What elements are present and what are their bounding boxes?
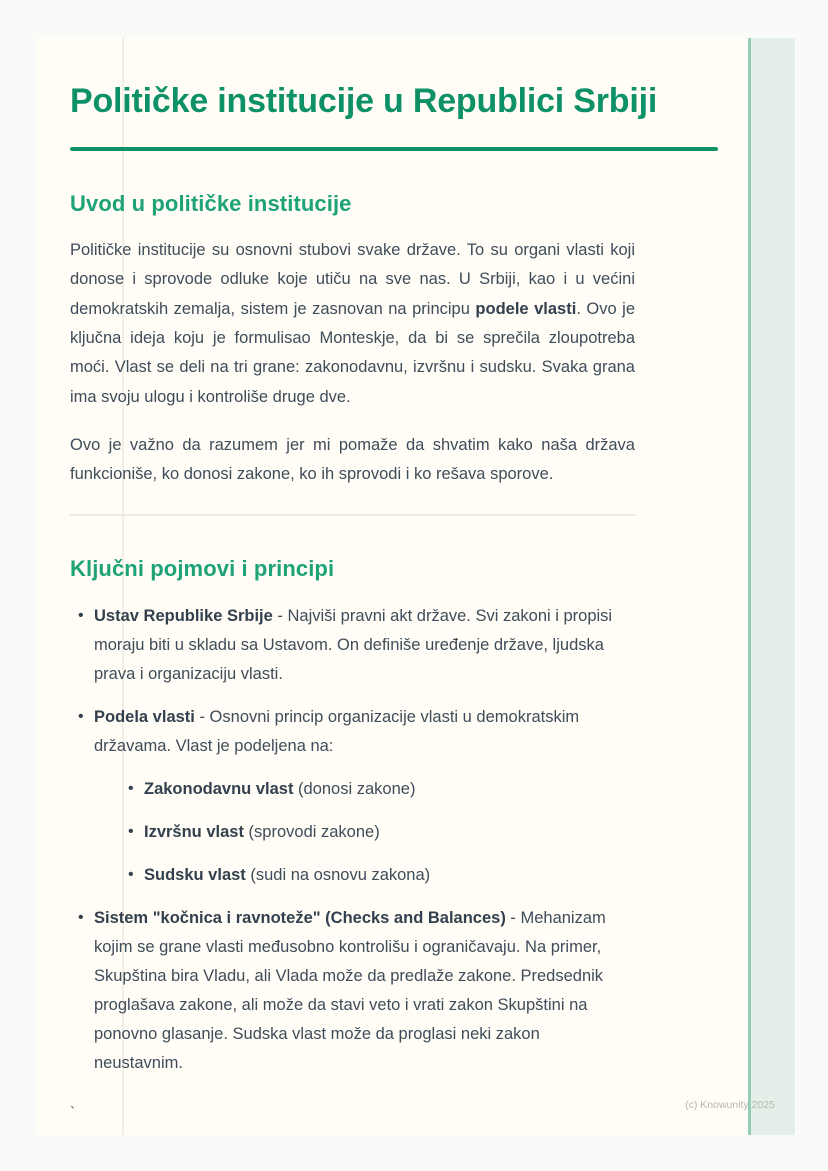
list-item	[120, 861, 622, 890]
bullet-dot-icon: •	[128, 866, 134, 883]
list-item-text: Izvršnu vlast (sprovodi zakone)	[144, 822, 380, 841]
paragraph: Političke institucije su osnovni stubovi svake države. To su organi vlasti koji donose i sprovode odluke koje utiču na sve nas. U Srbiji, kao i u većini demokratskih zemalja, sistem je zasnovan na principu podele vlasti. Ovo je ključna ideja koju je formulisao Monteskje, da bi se sprečila zloupotreba moći. Vlast se deli na tri grane: zakonodavnu, izvršnu i sudsku. Svaka grana ima svoju ulogu i kontroliše druge dve.	[70, 240, 636, 406]
section-heading-key-concepts: Ključni pojmovi i principi	[70, 555, 335, 581]
footer-copyright: (c) Knowunity 2025	[685, 1099, 775, 1111]
bullet-dot-icon: •	[78, 707, 84, 725]
section-heading-intro: Uvod u političke institucije	[70, 190, 352, 216]
list-item	[120, 775, 622, 804]
list-item-text: Zakonodavnu vlast (donosi zakone)	[144, 779, 416, 798]
list-item	[120, 818, 622, 847]
title-underline-rule	[70, 147, 718, 151]
page-content	[36, 38, 795, 1121]
stray-backtick: `	[70, 1104, 75, 1122]
list-item-text: Sistem "kočnica i ravnoteže" (Checks and Balances) - Mehanizam kojim se grane vlasti međusobno kontrolišu i ograničavaju. Na primer, Skupština bira Vladu, ali Vlada može da predlaže zakone. Predsednik proglašava zakone, ali može da stavi veto i vrati zakon Skupštini na ponovno glasanje. Sudska vlast može da proglasi neki zakon neustavnim.	[94, 909, 606, 1073]
section-divider	[70, 514, 636, 516]
list-item-text: Ustav Republike Srbije - Najviši pravni akt države. Svi zakoni i propisi moraju biti u skladu sa Ustavom. On definiše uređenje države, ljudska prava i organizaciju vlasti.	[94, 606, 613, 683]
list-item-text: Podela vlasti - Osnovni princip organizacije vlasti u demokratskim državama. Vlast je podeljena na:	[94, 707, 580, 755]
page-title: Političke institucije u Republici Srbiji	[70, 82, 658, 120]
intro-paragraphs	[70, 236, 795, 490]
paragraph: Ovo je važno da razumem jer mi pomaže da shvatim kako naša država funkcioniše, ko donosi zakone, ko ih sprovodi i ko rešava sporove.	[70, 436, 635, 484]
key-concepts-list	[70, 602, 622, 1078]
bullet-dot-icon: •	[128, 822, 134, 840]
bullet-dot-icon: •	[78, 909, 84, 927]
bullet-dot-icon: •	[78, 606, 84, 624]
bullet-dot-icon: •	[128, 779, 134, 797]
list-item	[70, 602, 622, 689]
document-page	[36, 38, 795, 1135]
nested-list	[120, 775, 622, 890]
list-item-text: Sudsku vlast (sudi na osnovu zakona)	[144, 866, 431, 884]
list-item	[70, 904, 622, 1078]
list-item	[70, 703, 622, 890]
